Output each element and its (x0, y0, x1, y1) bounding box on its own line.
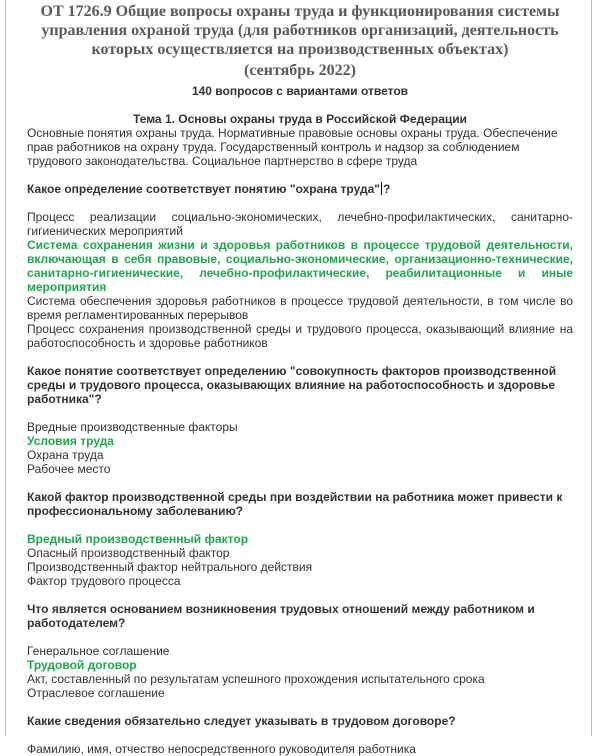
document-date: (сентябрь 2022) (244, 62, 356, 79)
answer-option: Вредные производственные факторы (27, 420, 238, 434)
answer-option-correct: Вредный производственный фактор (27, 532, 249, 546)
answer-option: Производственный фактор нейтрального действия (27, 560, 313, 574)
answer-option: Рабочее место (27, 462, 111, 476)
document-page (27, 0, 573, 756)
answer-option-correct: Трудовой договор (27, 658, 137, 672)
document-subtitle: 140 вопросов с вариантами ответов (191, 84, 409, 98)
question-2: Какое понятие соответствует определению "совокупность факторов производственной среды и трудового процесса, оказывающих влияние на работоспособность и здоровье работника"? (27, 364, 557, 406)
question-5: Какие сведения обязательно следует указывать в трудовом договоре? (27, 714, 456, 728)
answer-list (27, 532, 573, 588)
topic-description: Основные понятия охраны труда. Нормативные правовые основы охраны труда. Обеспечение прав работников на охрану труда. Государственный контроль и надзор за соблюдением трудового законодательства. Социальное партнерство в сфере труда (27, 126, 558, 168)
answer-option: Охрана труда (27, 448, 104, 462)
answer-list (27, 644, 573, 700)
answer-option: Генеральное соглашение (27, 644, 170, 658)
answer-option: Фактор трудового процесса (27, 574, 181, 588)
answer-option: Опасный производственный фактор (27, 546, 230, 560)
question-text-suffix: ? (382, 182, 391, 196)
text-cursor (381, 182, 382, 195)
question-1 (27, 182, 573, 196)
answer-option-correct: Система сохранения жизни и здоровья работников в процессе трудовой деятельности, включающая в себя правовые, социально-экономические, организационно-технические, санитарно-гигиенические, лечебно-профилактические, реабилитационные и иные мероприятия (27, 238, 573, 294)
document-title: ОТ 1726.9 Общие вопросы охраны труда и функционирования системы управления охраной труда (для работников организаций, деятельность которых осуществляется на производственных объектах) (40, 3, 560, 58)
answer-option: Процесс сохранения производственной среды и трудового процесса, оказывающий влияние на работоспособность и здоровье работников (27, 322, 573, 350)
answer-option: Акт, составленный по результатам успешного прохождения испытательного срока (27, 672, 485, 686)
answer-option-correct: Условия труда (27, 434, 114, 448)
question-3: Какой фактор производственной среды при воздействии на работника может привести к профессиональному заболеванию? (27, 490, 563, 518)
topic-title: Тема 1. Основы охраны труда в Российской Федерации (132, 112, 468, 126)
answer-option: Процесс реализации социально-экономических, лечебно-профилактических, санитарно-гигиенических мероприятий (27, 210, 573, 238)
answer-option: Отраслевое соглашение (27, 686, 165, 700)
question-4: Что является основанием возникновения трудовых отношений между работником и работодателем? (27, 602, 535, 630)
answer-option: Система обеспечения здоровья работников в процессе трудовой деятельности, в том числе во время регламентированных перерывов (27, 294, 573, 322)
answer-list (27, 420, 573, 476)
page-border-right (591, 0, 592, 736)
answer-option: Фамилию, имя, отчество непосредственного руководителя работника (27, 742, 416, 756)
answer-list (27, 210, 573, 350)
page-border-left (5, 0, 6, 736)
question-text: Какое определение соответствует понятию "охрана труда" (27, 182, 380, 196)
answer-list (27, 742, 573, 756)
